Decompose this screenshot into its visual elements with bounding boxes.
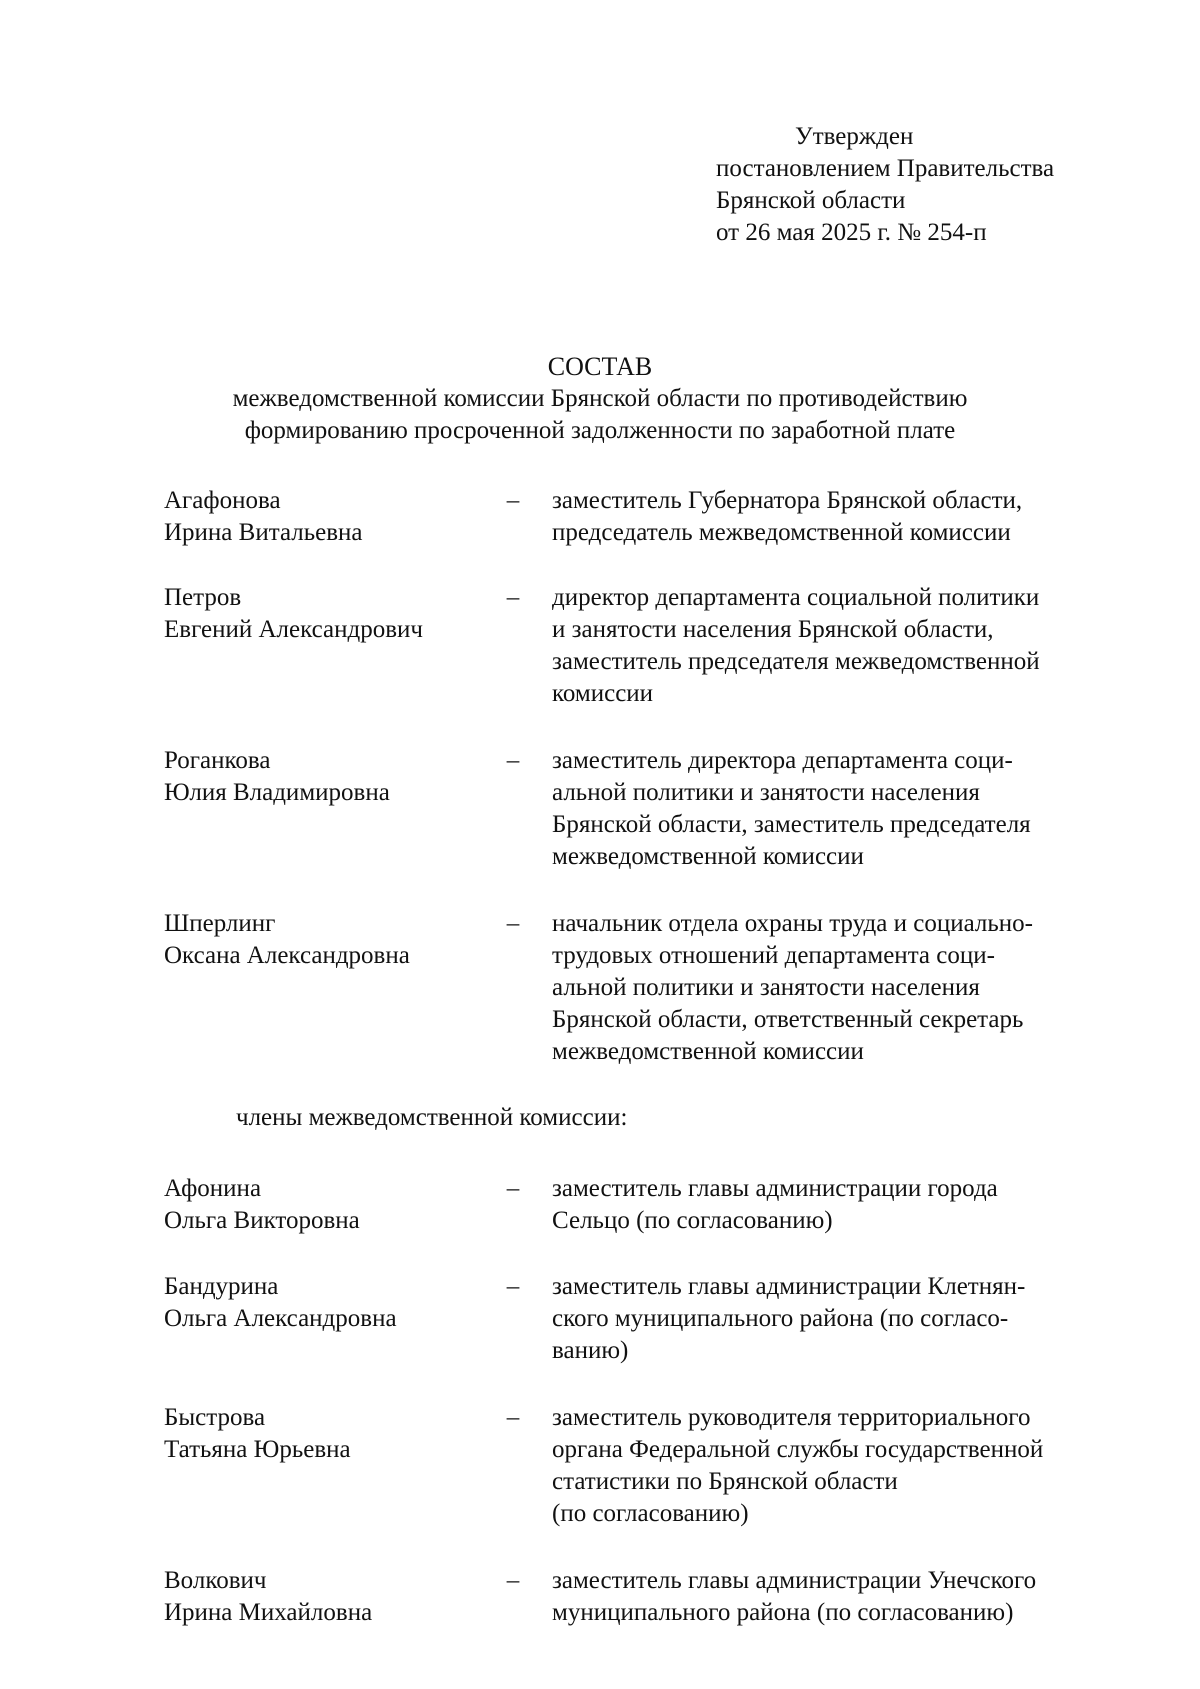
member-name bbox=[164, 1173, 484, 1237]
member-role-line: Брянской области, заместитель председателя bbox=[552, 811, 1031, 838]
member-role-line: директор департамента социальной политики bbox=[552, 584, 1040, 611]
member-name bbox=[164, 1565, 484, 1629]
member-role-line: заместитель председателя межведомственной bbox=[552, 648, 1040, 675]
member-role-line: заместитель Губернатора Брянской области, bbox=[552, 487, 1023, 514]
member-role bbox=[552, 1565, 1112, 1629]
member-role-line: органа Федеральной службы государственной bbox=[552, 1436, 1044, 1463]
member-surname: Петров bbox=[164, 584, 242, 611]
member-role bbox=[552, 745, 1112, 873]
member-role-line: Брянской области, ответственный секретарь bbox=[552, 1006, 1024, 1033]
approval-line-approved: Утвержден bbox=[795, 123, 914, 150]
member-role-line: заместитель руководителя территориального bbox=[552, 1404, 1031, 1431]
member-role-line: Сельцо (по согласованию) bbox=[552, 1207, 833, 1234]
approval-line-region: Брянской области bbox=[716, 187, 906, 214]
separator-dash: – bbox=[506, 487, 520, 514]
member-role bbox=[552, 1402, 1112, 1530]
member-given-name: Юлия Владимировна bbox=[164, 779, 390, 806]
separator-dash: – bbox=[506, 584, 520, 611]
member-role bbox=[552, 1173, 1112, 1237]
member-role-line: межведомственной комиссии bbox=[552, 1038, 864, 1065]
member-role-line: ванию) bbox=[552, 1337, 629, 1364]
member-surname: Афонина bbox=[164, 1175, 262, 1202]
approval-line-resolution: постановлением Правительства bbox=[716, 155, 1055, 182]
member-name bbox=[164, 1271, 484, 1335]
member-role-line: (по согласованию) bbox=[552, 1500, 749, 1527]
document-title-block bbox=[100, 350, 1100, 447]
member-given-name: Оксана Александровна bbox=[164, 942, 410, 969]
document-subtitle-line: формированию просроченной задолженности по заработной плате bbox=[244, 417, 956, 444]
member-role-line: альной политики и занятости населения bbox=[552, 974, 980, 1001]
member-surname: Роганкова bbox=[164, 747, 271, 774]
member-role bbox=[552, 582, 1112, 710]
approval-block bbox=[716, 121, 1156, 249]
approval-line-date-number: от 26 мая 2025 г. № 254-п bbox=[716, 219, 987, 246]
member-role-line: заместитель директора департамента соци- bbox=[552, 747, 1013, 774]
member-role-line: заместитель главы администрации города bbox=[552, 1175, 998, 1202]
member-role-line: альной политики и занятости населения bbox=[552, 779, 980, 806]
member-surname: Агафонова bbox=[164, 487, 281, 514]
member-given-name: Татьяна Юрьевна bbox=[164, 1436, 351, 1463]
member-role-line: заместитель главы администрации Клетнян- bbox=[552, 1273, 1026, 1300]
member-given-name: Ирина Витальевна bbox=[164, 519, 363, 546]
separator-dash: – bbox=[506, 1175, 520, 1202]
member-given-name: Ольга Викторовна bbox=[164, 1207, 360, 1234]
separator-dash: – bbox=[506, 1567, 520, 1594]
member-name bbox=[164, 745, 484, 809]
member-surname: Шперлинг bbox=[164, 910, 276, 937]
separator-dash: – bbox=[506, 1273, 520, 1300]
member-role-line: статистики по Брянской области bbox=[552, 1468, 898, 1495]
member-role bbox=[552, 908, 1112, 1068]
document-subtitle-line: межведомственной комиссии Брянской области по противодействию bbox=[232, 385, 968, 412]
member-name bbox=[164, 485, 484, 549]
member-role-line: и занятости населения Брянской области, bbox=[552, 616, 994, 643]
member-role bbox=[552, 1271, 1112, 1367]
member-role-line: заместитель главы администрации Унечского bbox=[552, 1567, 1037, 1594]
separator-dash: – bbox=[506, 747, 520, 774]
member-role-line: председатель межведомственной комиссии bbox=[552, 519, 1011, 546]
member-name bbox=[164, 1402, 484, 1466]
member-surname: Волкович bbox=[164, 1567, 267, 1594]
member-role-line: межведомственной комиссии bbox=[552, 843, 864, 870]
member-role-line: ского муниципального района (по согласо- bbox=[552, 1305, 1009, 1332]
member-role-line: трудовых отношений департамента соци- bbox=[552, 942, 995, 969]
member-role-line: начальник отдела охраны труда и социально- bbox=[552, 910, 1033, 937]
member-role-line: муниципального района (по согласованию) bbox=[552, 1599, 1014, 1626]
document-title: СОСТАВ bbox=[547, 352, 653, 381]
member-name bbox=[164, 908, 484, 972]
separator-dash: – bbox=[506, 1404, 520, 1431]
member-given-name: Ирина Михайловна bbox=[164, 1599, 373, 1626]
members-section-heading: члены межведомственной комиссии: bbox=[236, 1104, 628, 1131]
member-surname: Быстрова bbox=[164, 1404, 266, 1431]
member-role-line: комиссии bbox=[552, 680, 654, 707]
member-given-name: Ольга Александровна bbox=[164, 1305, 397, 1332]
member-surname: Бандурина bbox=[164, 1273, 279, 1300]
separator-dash: – bbox=[506, 910, 520, 937]
member-role bbox=[552, 485, 1112, 549]
member-given-name: Евгений Александрович bbox=[164, 616, 423, 643]
member-name bbox=[164, 582, 484, 646]
